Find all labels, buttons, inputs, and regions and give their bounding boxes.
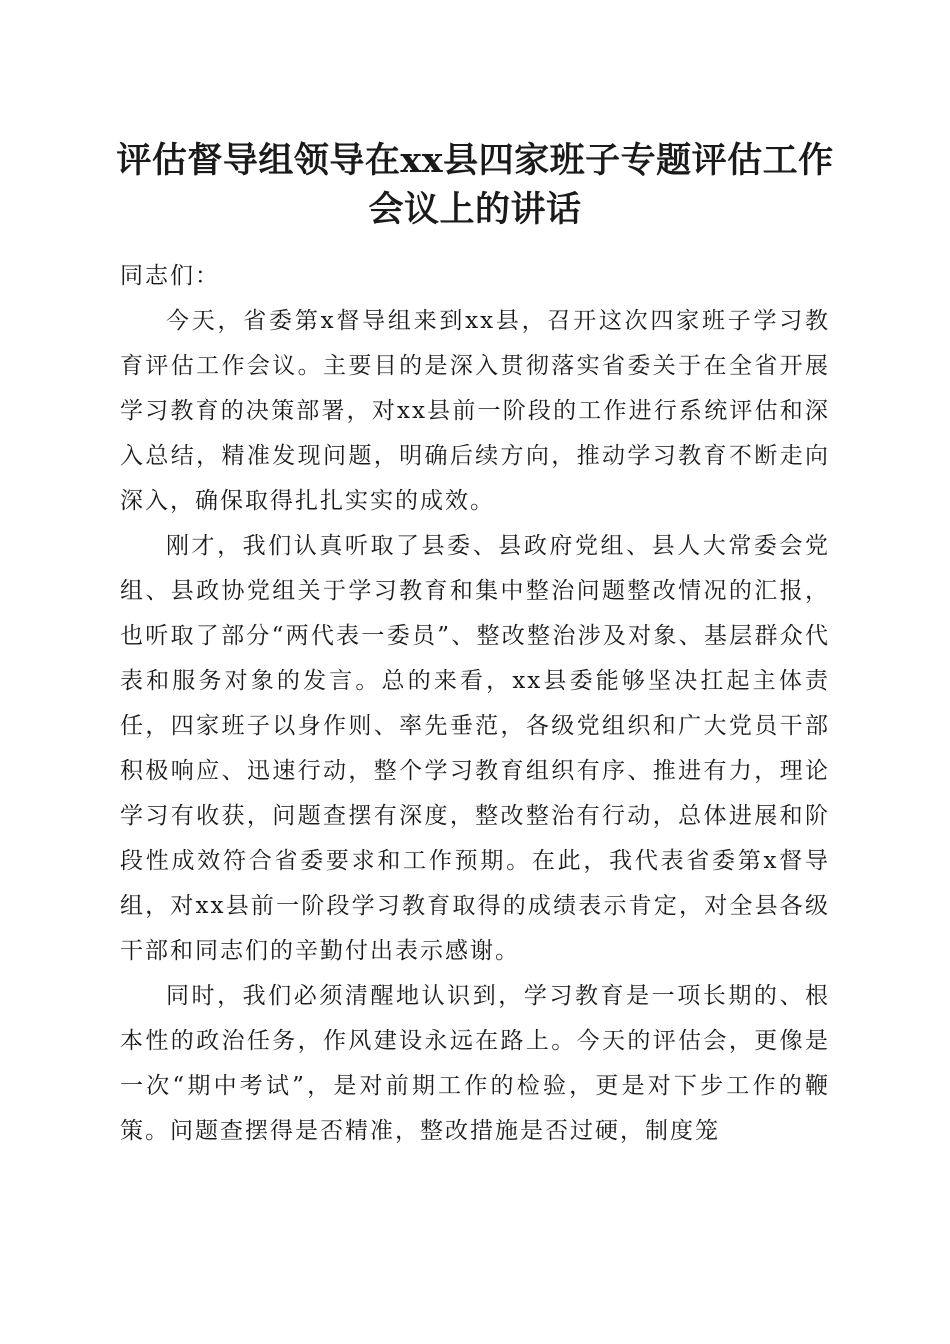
document-body [120, 254, 830, 1154]
paragraph-2: 刚才，我们认真听取了县委、县政府党组、县人大常委会党组、县政协党组关于学习教育和集中整治问题整改情况的汇报，也听取了部分“两代表一委员”、整改整治涉及对象、基层群众代表和服务对象的发言。总的来看，xx县委能够坚决扛起主体责任，四家班子以身作则、率先垂范，各级党组织和广大党员干部积极响应、迅速行动，整个学习教育组织有序、推进有力，理论学习有收获，问题查摆有深度，整改整治有行动，总体进展和阶段性成效符合省委要求和工作预期。在此，我代表省委第x督导组，对xx县前一阶段学习教育取得的成绩表示肯定，对全县各级干部和同志们的辛勤付出表示感谢。 [120, 533, 830, 964]
paragraph-3: 同时，我们必须清醒地认识到，学习教育是一项长期的、根本性的政治任务，作风建设永远在路上。今天的评估会，更像是一次“期中考试”，是对前期工作的检验，更是对下步工作的鞭策。问题查摆得是否精准，整改措施是否过硬，制度笼 [120, 983, 830, 1144]
document-title: 评估督导组领导在xx县四家班子专题评估工作会议上的讲话 [116, 140, 834, 230]
paragraph-1: 今天，省委第x督导组来到xx县，召开这次四家班子学习教育评估工作会议。主要目的是深入贯彻落实省委关于在全省开展学习教育的决策部署，对xx县前一阶段的工作进行系统评估和深入总结，精准发现问题，明确后续方向，推动学习教育不断走向深入，确保取得扎扎实实的成效。 [120, 308, 830, 514]
salutation: 同志们： [120, 263, 220, 289]
